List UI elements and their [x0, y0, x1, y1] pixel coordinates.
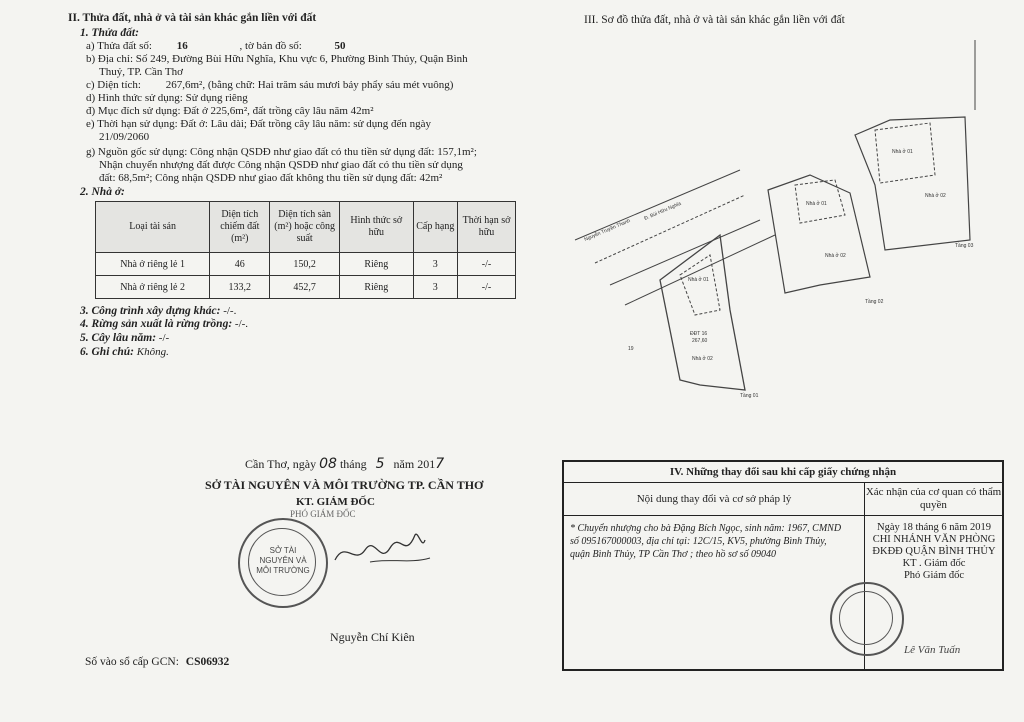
change-line: * Chuyển nhượng cho bà Đặng Bích Ngọc, sinh năm: 1967, CMND [570, 523, 842, 534]
table-row [96, 276, 516, 299]
date-line [245, 458, 444, 470]
area-value: 267,6m², (bằng chữ: Hai trăm sáu mươi bảy phẩy sáu mét vuông) [165, 79, 454, 91]
confirm-block [868, 522, 1000, 582]
register-number: CS06932 [185, 656, 230, 668]
house-label: Nhà ở 01 [806, 201, 827, 207]
table-cell: 150,2 [270, 253, 340, 276]
house-label: Nhà ở 02 [825, 253, 846, 259]
year-digit: 7 [435, 456, 445, 472]
address-line-1: b) Địa chỉ: Số 249, Đường Bùi Hữu Nghĩa, Khu vực 6, Phường Bình Thủy, Quận Bình [86, 53, 468, 65]
table-cell: Nhà ở riêng lẻ 1 [96, 253, 210, 276]
area-row [86, 79, 453, 91]
map-sheet-number: 50 [334, 40, 346, 52]
floor-3-outline [855, 117, 970, 250]
floor-label: Tầng 01 [740, 393, 759, 399]
origin-line-3: đất: 68,5m²; Công nhận QSDĐ như giao đất không thu tiền sử dụng đất: 42m² [99, 172, 443, 184]
date-place: Cần Thơ, [245, 457, 290, 471]
street-label: Đ. Bùi Hữu Nghĩa [643, 200, 683, 222]
section-2-title: II. Thửa đất, nhà ở và tài sản khác gắn liền với đất [68, 12, 317, 24]
note-value: Không. [136, 346, 169, 358]
table-header: Hình thức sở hữu [340, 202, 414, 253]
confirm-date: Ngày 18 tháng 6 năm 2019 [876, 522, 992, 533]
lot-area-label: 267,60 [692, 338, 708, 344]
day-label: ngày [292, 457, 317, 471]
house-heading: 2. Nhà ở: [80, 186, 125, 198]
house-label: Nhà ở 01 [688, 277, 709, 283]
forest-row [80, 318, 248, 330]
usage-term-line-2: 21/09/2060 [99, 131, 150, 143]
table-header: Cấp hạng [413, 202, 457, 253]
note-row [80, 346, 169, 358]
forest-value: -/-. [234, 318, 249, 330]
house-label: Nhà ở 02 [925, 193, 946, 199]
house-label: Nhà ở 02 [692, 356, 713, 362]
month-label: tháng [339, 457, 367, 471]
register-label: Số vào sổ cấp GCN: [85, 656, 179, 668]
note-label: 6. Ghi chú: [80, 346, 134, 358]
stamp-text: SỞ TÀI NGUYÊN VÀ MÔI TRƯỜNG [256, 546, 310, 575]
changes-col-header: Nội dung thay đổi và cơ sở pháp lý [564, 483, 864, 516]
confirm-office: CHI NHÁNH VĂN PHÒNG [872, 534, 996, 545]
perennial-value: -/- [158, 332, 170, 344]
confirm-kt: KT . Giám đốc [902, 558, 966, 569]
asset-table [95, 201, 516, 299]
month-value: 5 [375, 456, 385, 472]
parcel-label: a) Thửa đất số: [86, 40, 152, 52]
confirm-office: ĐKĐĐ QUẬN BÌNH THỦY [872, 546, 996, 557]
lot-label: ĐĐT 16 [690, 331, 708, 337]
table-header: Diện tích chiếm đất (m²) [210, 202, 270, 253]
parcel-number: 16 [176, 40, 188, 52]
official-stamp [238, 518, 328, 608]
floor-label: Tầng 02 [865, 299, 884, 305]
table-row [96, 253, 516, 276]
parcel-diagram [570, 35, 1010, 405]
address-line-2: Thuỷ, TP. Cần Thơ [99, 66, 183, 78]
house-label: Nhà ở 01 [892, 149, 913, 155]
signature-scribble-icon [330, 520, 440, 580]
register-row [85, 656, 229, 668]
floor-label: Tầng 03 [955, 243, 974, 249]
perennial-label: 5. Cây lâu năm: [80, 332, 157, 344]
deputy-title: PHÓ GIÁM ĐỐC [290, 509, 356, 519]
table-cell: 46 [210, 253, 270, 276]
area-label: c) Diện tích: [86, 79, 141, 91]
usage-term-line-1: e) Thời hạn sử dụng: Đất ở: Lâu dài; Đất trồng cây lâu năm: sử dụng đến ngày [86, 118, 432, 130]
floor-2-outline [768, 175, 870, 293]
table-cell: Riêng [340, 253, 414, 276]
confirm-signer: Lê Văn Tuấn [904, 644, 961, 656]
land-parcel-heading: 1. Thửa đất: [80, 27, 139, 39]
table-cell: 3 [413, 253, 457, 276]
table-cell: 133,2 [210, 276, 270, 299]
changes-box [562, 460, 1004, 671]
table-header: Loại tài sản [96, 202, 210, 253]
kt-title: KT. GIÁM ĐỐC [296, 496, 375, 508]
table-cell: Nhà ở riêng lẻ 2 [96, 276, 210, 299]
confirm-col-header: Xác nhận của cơ quan có thẩm quyền [865, 483, 1002, 516]
branch-stamp [830, 582, 904, 656]
table-cell: -/- [457, 276, 515, 299]
change-line: quận Bình Thủy, TP Cần Thơ ; theo hồ sơ số 09040 [570, 549, 777, 560]
origin-line-1: g) Nguồn gốc sử dụng: Công nhận QSDĐ như giao đất có thu tiền sử dụng đất: 157,1m²; [86, 146, 477, 158]
usage-form: d) Hình thức sử dụng: Sử dụng riêng [86, 92, 248, 104]
other-works-row [80, 305, 236, 317]
table-cell: -/- [457, 253, 515, 276]
day-value: 08 [319, 456, 337, 472]
section-4-title: IV. Những thay đổi sau khi cấp giấy chứng nhận [564, 462, 1002, 483]
forest-label: 4. Rừng sản xuất là rừng trồng: [80, 318, 233, 330]
table-cell: 452,7 [270, 276, 340, 299]
confirm-deputy: Phó Giám đốc [903, 570, 965, 581]
table-header: Diện tích sàn (m²) hoặc công suất [270, 202, 340, 253]
branch-stamp-inner-ring [839, 591, 893, 645]
table-header-row [96, 202, 516, 253]
year-label: năm 201 [393, 457, 436, 471]
section-3-title: III. Sơ đồ thửa đất, nhà ở và tài sản khác gắn liền với đất [584, 14, 845, 26]
parcel-number-row [86, 40, 346, 52]
map-sheet-label: , tờ bản đồ số: [239, 40, 302, 52]
table-cell: Riêng [340, 276, 414, 299]
table-cell: 3 [413, 276, 457, 299]
other-works-value: -/-. [223, 305, 237, 317]
usage-purpose: đ) Mục đích sử dụng: Đất ở 225,6m², đất trồng cây lâu năm 42m² [86, 105, 374, 117]
signer-name: Nguyễn Chí Kiên [330, 630, 415, 644]
other-works-label: 3. Công trình xây dựng khác: [80, 305, 221, 317]
change-entry [570, 522, 860, 561]
perennial-row [80, 332, 169, 344]
change-line: số 095167000003, địa chỉ tại: 12C/15, KV5, phường Bình Thủy, [570, 536, 827, 547]
neighbor-label: 19 [628, 346, 634, 352]
agency-name: SỞ TÀI NGUYÊN VÀ MÔI TRƯỜNG TP. CẦN THƠ [205, 478, 484, 492]
table-header: Thời hạn sở hữu [457, 202, 515, 253]
street-label: Nguyễn Truyền Thanh [583, 218, 632, 243]
origin-line-2: Nhận chuyển nhượng đất được Công nhận QSDĐ như giao đất có thu tiền sử dụng [99, 159, 463, 171]
